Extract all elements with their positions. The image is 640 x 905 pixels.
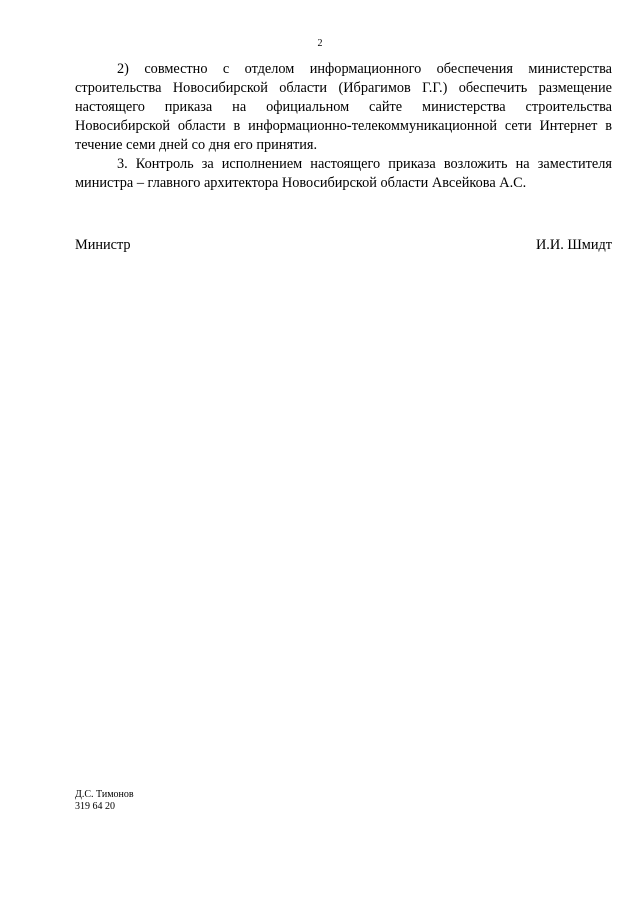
signatory-position: Министр <box>75 237 131 253</box>
signature-block <box>75 236 612 255</box>
executor-info <box>75 789 134 813</box>
executor-name: Д.С. Тимонов <box>75 789 134 800</box>
page-number: 2 <box>317 38 323 49</box>
signatory-name: И.И. Шмидт <box>535 237 612 253</box>
paragraph-item-2: 2) совместно с отделом информационного обеспечения министерства строительства Новосибирской области (Ибрагимов Г.Г.) обеспечить размещение настоящего приказа на официальном сайте министерства строительства Новосибирской области в информационно-телекоммуникационной сети Интернет в течение семи дней со дня его принятия. <box>75 61 612 153</box>
paragraph-item-3: 3. Контроль за исполнением настоящего приказа возложить на заместителя министра – главного архитектора Новосибирской области Авсейкова А.С. <box>75 156 612 191</box>
document-body <box>75 60 612 193</box>
executor-phone: 319 64 20 <box>75 801 115 812</box>
